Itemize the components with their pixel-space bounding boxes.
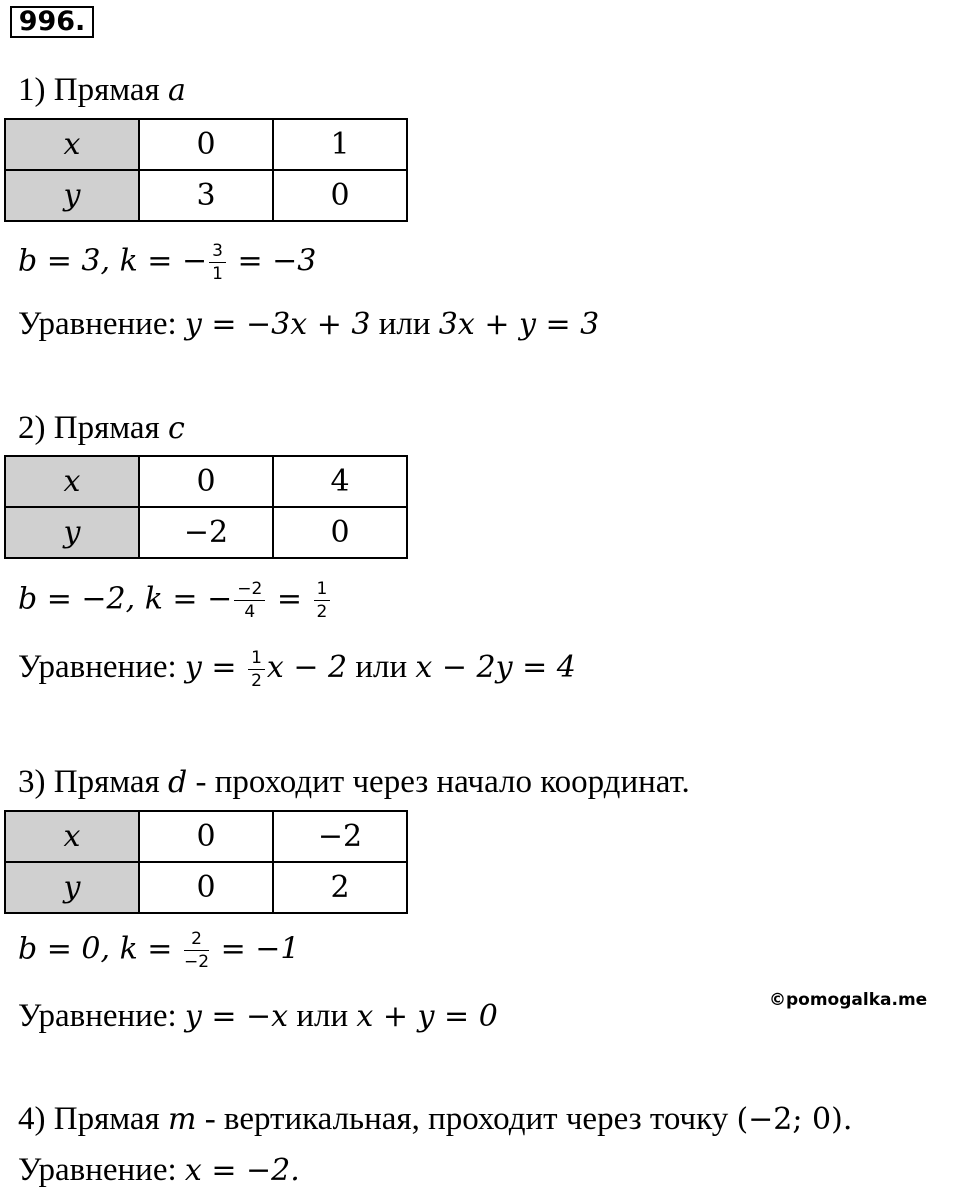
fraction [314, 578, 331, 623]
section-4-point: (−2; 0). [736, 1102, 853, 1137]
equation-or: или [370, 306, 439, 342]
section-2-title [18, 408, 185, 449]
section-3-title [18, 762, 690, 803]
section-3-equation [18, 996, 498, 1037]
equation-1: x = −2. [184, 1153, 300, 1188]
table-cell: 1 [273, 119, 407, 170]
fraction-denominator: 2 [251, 671, 262, 691]
section-4-title-prefix: 4) Прямая [18, 1101, 168, 1137]
calc-mid: = [267, 581, 312, 617]
equation-or: или [288, 998, 357, 1034]
equation-label: Уравнение: [18, 998, 185, 1034]
table-header-y: y [5, 862, 139, 913]
section-3-title-prefix: 3) Прямая [18, 764, 168, 800]
section-4-line-name: m [167, 1102, 197, 1137]
fraction [248, 647, 265, 692]
calc-b-part: b = 3, k = − [18, 243, 208, 279]
fraction-numerator: 2 [184, 928, 209, 951]
fraction [209, 240, 226, 285]
section-1-table [4, 118, 408, 222]
equation-label: Уравнение: [18, 306, 185, 342]
table-cell: 0 [139, 862, 273, 913]
calc-b-part: b = −2, k = − [18, 581, 233, 617]
table-header-y: y [5, 170, 139, 221]
table-cell: −2 [273, 811, 407, 862]
fraction-numerator: −2 [234, 578, 265, 601]
section-1-title [18, 70, 186, 111]
equation-label: Уравнение: [18, 1152, 185, 1188]
equation-or: или [347, 649, 416, 686]
section-3-calc [18, 928, 299, 973]
fraction-denominator: −2 [183, 952, 210, 972]
calc-tail: = −3 [227, 243, 317, 279]
section-2-line-name: c [167, 411, 185, 446]
fraction-numerator: 1 [248, 647, 265, 670]
section-1-calc [18, 240, 316, 285]
table-cell: 0 [139, 811, 273, 862]
section-1-title-prefix: 1) Прямая [18, 72, 168, 108]
section-2-equation [18, 647, 576, 692]
table-header-x: x [5, 119, 139, 170]
equation-1: y = −x [184, 999, 289, 1034]
calc-b-part: b = 0, k = [18, 931, 182, 967]
table-cell: 0 [139, 119, 273, 170]
equation-1: y = −3x + 3 [184, 307, 371, 342]
fraction-denominator: 1 [212, 264, 223, 284]
equation-1-right: x − 2 [266, 650, 348, 686]
table-header-x: x [5, 456, 139, 507]
section-3-table [4, 810, 408, 914]
section-3-line-name: d [167, 765, 188, 800]
table-cell: 2 [273, 862, 407, 913]
table-header-x: x [5, 811, 139, 862]
section-1-equation [18, 304, 599, 345]
equation-label: Уравнение: [18, 649, 185, 686]
calc-tail: = −1 [211, 931, 300, 967]
problem-number: 996. [10, 6, 94, 38]
section-3-title-suffix: - проходит через начало координат. [187, 764, 690, 800]
fraction-denominator: 4 [244, 602, 256, 622]
table-cell: 0 [273, 170, 407, 221]
section-2-title-prefix: 2) Прямая [18, 410, 168, 446]
section-4-title [18, 1099, 852, 1140]
fraction-denominator: 2 [316, 602, 328, 622]
equation-2: x + y = 0 [356, 999, 498, 1034]
equation-1-left: y = [184, 650, 247, 686]
fraction-numerator: 3 [209, 240, 226, 263]
table-cell: −2 [139, 507, 273, 558]
section-4-equation [18, 1150, 300, 1191]
equation-2: x − 2y = 4 [415, 650, 576, 686]
section-4-title-mid: - вертикальная, проходит через точку [196, 1101, 737, 1137]
table-header-y: y [5, 507, 139, 558]
table-cell: 0 [273, 507, 407, 558]
equation-2: 3x + y = 3 [438, 307, 600, 342]
watermark: ©pomogalka.me [769, 990, 928, 1010]
table-cell: 4 [273, 456, 407, 507]
fraction-numerator: 1 [314, 578, 331, 601]
section-2-table [4, 455, 408, 559]
table-cell: 3 [139, 170, 273, 221]
section-1-line-name: a [167, 73, 186, 108]
fraction [234, 578, 265, 623]
fraction [184, 928, 209, 973]
table-cell: 0 [139, 456, 273, 507]
section-2-calc [18, 578, 332, 623]
